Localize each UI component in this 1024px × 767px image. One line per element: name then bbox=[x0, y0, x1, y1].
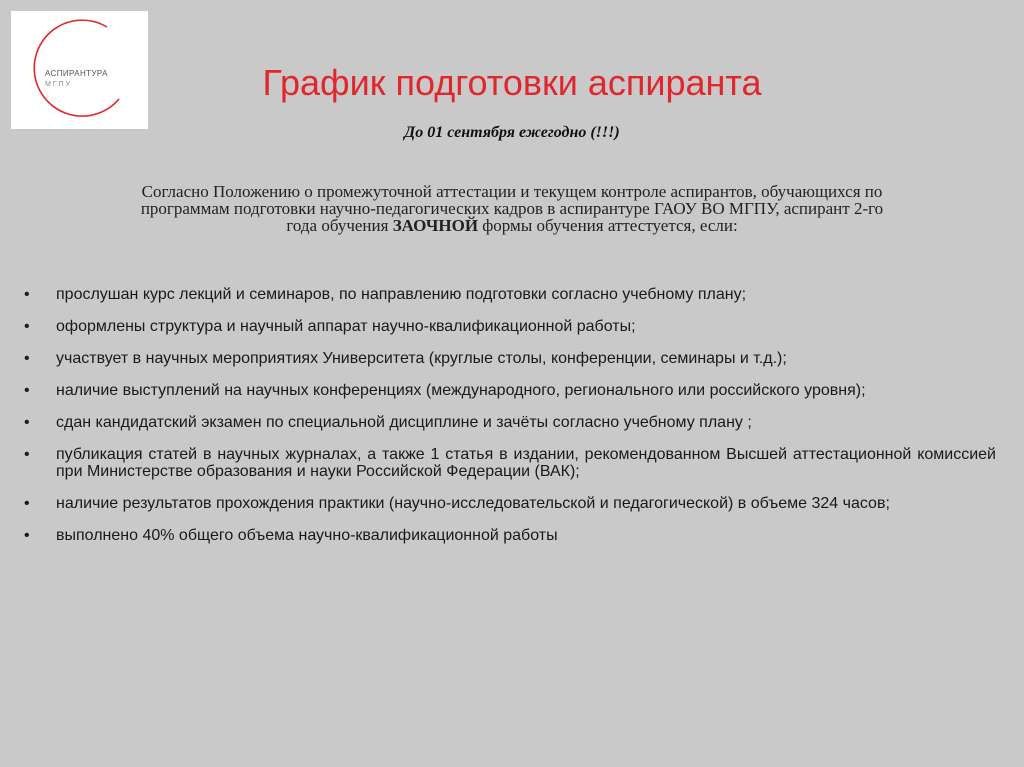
intro-text: года обучения bbox=[286, 216, 393, 235]
bullet-icon: • bbox=[24, 446, 30, 463]
list-item-text: оформлены структура и научный аппарат научно-квалификационной работы; bbox=[56, 318, 636, 335]
intro-paragraph bbox=[30, 183, 994, 234]
list-item-text: выполнено 40% общего объема научно-квалификационной работы bbox=[56, 527, 558, 544]
logo-text-sub: МГПУ bbox=[45, 81, 73, 88]
list-item-text: участвует в научных мероприятиях Университета (круглые столы, конференции, семинары и т.д.); bbox=[56, 350, 787, 367]
bullet-icon: • bbox=[24, 286, 30, 303]
list-item bbox=[24, 446, 996, 480]
intro-emphasis: ЗАОЧНОЙ bbox=[392, 216, 479, 235]
page-title: График подготовки аспиранта bbox=[262, 62, 762, 103]
bullet-icon: • bbox=[24, 527, 30, 544]
list-item bbox=[24, 318, 996, 335]
intro-text: формы обучения аттестуется, если: bbox=[478, 216, 738, 235]
bullet-icon: • bbox=[24, 495, 30, 512]
bullet-icon: • bbox=[24, 414, 30, 431]
bullet-icon: • bbox=[24, 382, 30, 399]
bullet-icon: • bbox=[24, 350, 30, 367]
list-item bbox=[24, 382, 996, 399]
intro-line: программам подготовки научно-педагогических кадров в аспирантуре ГАОУ ВО МГПУ, аспирант 2-го bbox=[140, 199, 884, 218]
list-item-text: сдан кандидатский экзамен по специальной дисциплине и зачёты согласно учебному плану ; bbox=[56, 414, 752, 431]
list-item-text: публикация статей в научных журналах, а также 1 статья в издании, рекомендованном Высшей аттестационной комиссией при Министерстве образования и науки Российской Федерации (ВАК); bbox=[56, 446, 996, 480]
bullet-icon: • bbox=[24, 318, 30, 335]
list-item bbox=[24, 414, 996, 431]
deadline-subtitle: До 01 сентября ежегодно (!!!) bbox=[404, 124, 620, 141]
list-item bbox=[24, 286, 996, 303]
list-item-text: прослушан курс лекций и семинаров, по направлению подготовки согласно учебному плану; bbox=[56, 286, 747, 303]
list-item-text: наличие выступлений на научных конференциях (международного, регионального или российского уровня); bbox=[56, 382, 866, 399]
intro-line bbox=[30, 217, 994, 234]
list-item bbox=[24, 350, 996, 367]
list-item bbox=[24, 527, 996, 544]
logo-text-main: АСПИРАНТУРА bbox=[45, 69, 108, 78]
list-item bbox=[24, 495, 996, 512]
criteria-list bbox=[24, 286, 996, 544]
list-item-text: наличие результатов прохождения практики (научно-исследовательской и педагогической) в объеме 324 часов; bbox=[56, 495, 890, 512]
intro-line: Согласно Положению о промежуточной аттестации и текущем контроле аспирантов, обучающихся по bbox=[141, 182, 883, 201]
